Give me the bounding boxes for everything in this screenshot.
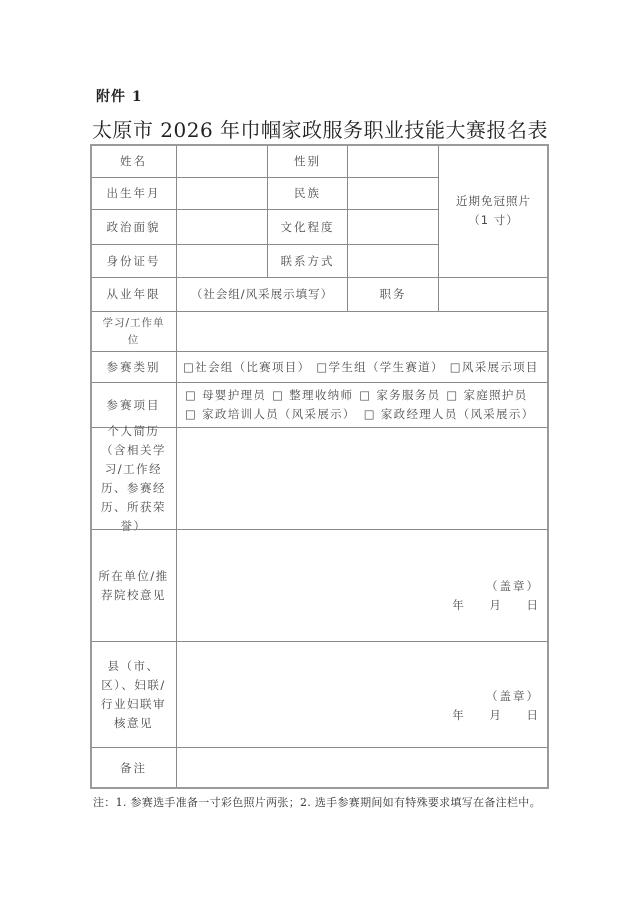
label-resume: 个人简历（含相关学习/工作经历、参赛经历、所获荣誉）	[90, 427, 177, 530]
stamp-label: （盖章）	[486, 689, 540, 703]
input-county-opinion[interactable]	[176, 641, 549, 748]
input-work-years[interactable]: （社会组/风采展示填写）	[176, 277, 348, 312]
label-remarks: 备注	[90, 747, 177, 789]
checkbox-manager[interactable]: □ 家政经理人员（风采展示）	[363, 407, 535, 421]
attachment-label: 附件 1	[96, 89, 143, 105]
input-name[interactable]	[176, 144, 268, 178]
category-options	[176, 351, 549, 383]
label-unit-opinion: 所在单位/推荐院校意见	[90, 529, 177, 642]
label-contact: 联系方式	[267, 244, 348, 278]
label-category: 参赛类别	[90, 351, 177, 383]
input-resume[interactable]	[176, 427, 549, 530]
input-remarks[interactable]	[176, 747, 549, 789]
checkbox-social-group[interactable]: □社会组（比赛项目）	[183, 359, 311, 374]
input-contact[interactable]	[347, 244, 439, 278]
photo-size: （1 寸）	[468, 213, 519, 227]
photo-label: 近期免冠照片	[456, 194, 531, 208]
label-education: 文化程度	[267, 209, 348, 245]
label-political-status: 政治面貌	[90, 209, 177, 245]
label-position: 职务	[347, 277, 439, 312]
date-label: 年 月 日	[452, 598, 540, 612]
checkbox-showcase[interactable]: □风采展示项目	[449, 359, 539, 374]
label-ethnicity: 民族	[267, 177, 348, 210]
input-unit-opinion[interactable]	[176, 529, 549, 642]
photo-box[interactable]	[438, 144, 549, 278]
label-project: 参赛项目	[90, 382, 177, 428]
input-education[interactable]	[347, 209, 439, 245]
input-gender[interactable]	[347, 144, 439, 178]
stamp-label: （盖章）	[486, 579, 540, 593]
input-birth[interactable]	[176, 177, 268, 210]
label-id-number: 身份证号	[90, 244, 177, 278]
footnote: 注：1. 参赛选手准备一寸彩色照片两张；2. 选手参赛期间如有特殊要求填写在备注栏中。	[93, 796, 541, 809]
input-ethnicity[interactable]	[347, 177, 439, 210]
checkbox-organizer[interactable]: □ 整理收纳师	[272, 388, 354, 402]
label-birth: 出生年月	[90, 177, 177, 210]
date-label: 年 月 日	[452, 708, 540, 722]
label-gender: 性别	[267, 144, 348, 178]
label-workplace: 学习/工作单位	[90, 311, 177, 352]
checkbox-home-caregiver[interactable]: □ 家庭照护员	[446, 388, 528, 402]
checkbox-trainer[interactable]: □ 家政培训人员（风采展示）	[185, 407, 356, 421]
registration-table	[90, 144, 549, 789]
input-id-number[interactable]	[176, 244, 268, 278]
checkbox-housekeeper[interactable]: □ 家务服务员	[359, 388, 441, 402]
form-title: 太原市 2026 年巾帼家政服务职业技能大赛报名表	[91, 118, 549, 142]
project-options	[176, 382, 549, 428]
label-work-years: 从业年限	[90, 277, 177, 312]
input-political-status[interactable]	[176, 209, 268, 245]
checkbox-student-group[interactable]: □学生组（学生赛道）	[316, 359, 444, 374]
input-workplace[interactable]	[176, 311, 549, 352]
checkbox-maternal-care[interactable]: □ 母婴护理员	[185, 388, 267, 402]
label-name: 姓名	[90, 144, 177, 178]
input-position[interactable]	[438, 277, 549, 312]
label-county-opinion: 县（市、区）、妇联/行业妇联审核意见	[90, 641, 177, 748]
